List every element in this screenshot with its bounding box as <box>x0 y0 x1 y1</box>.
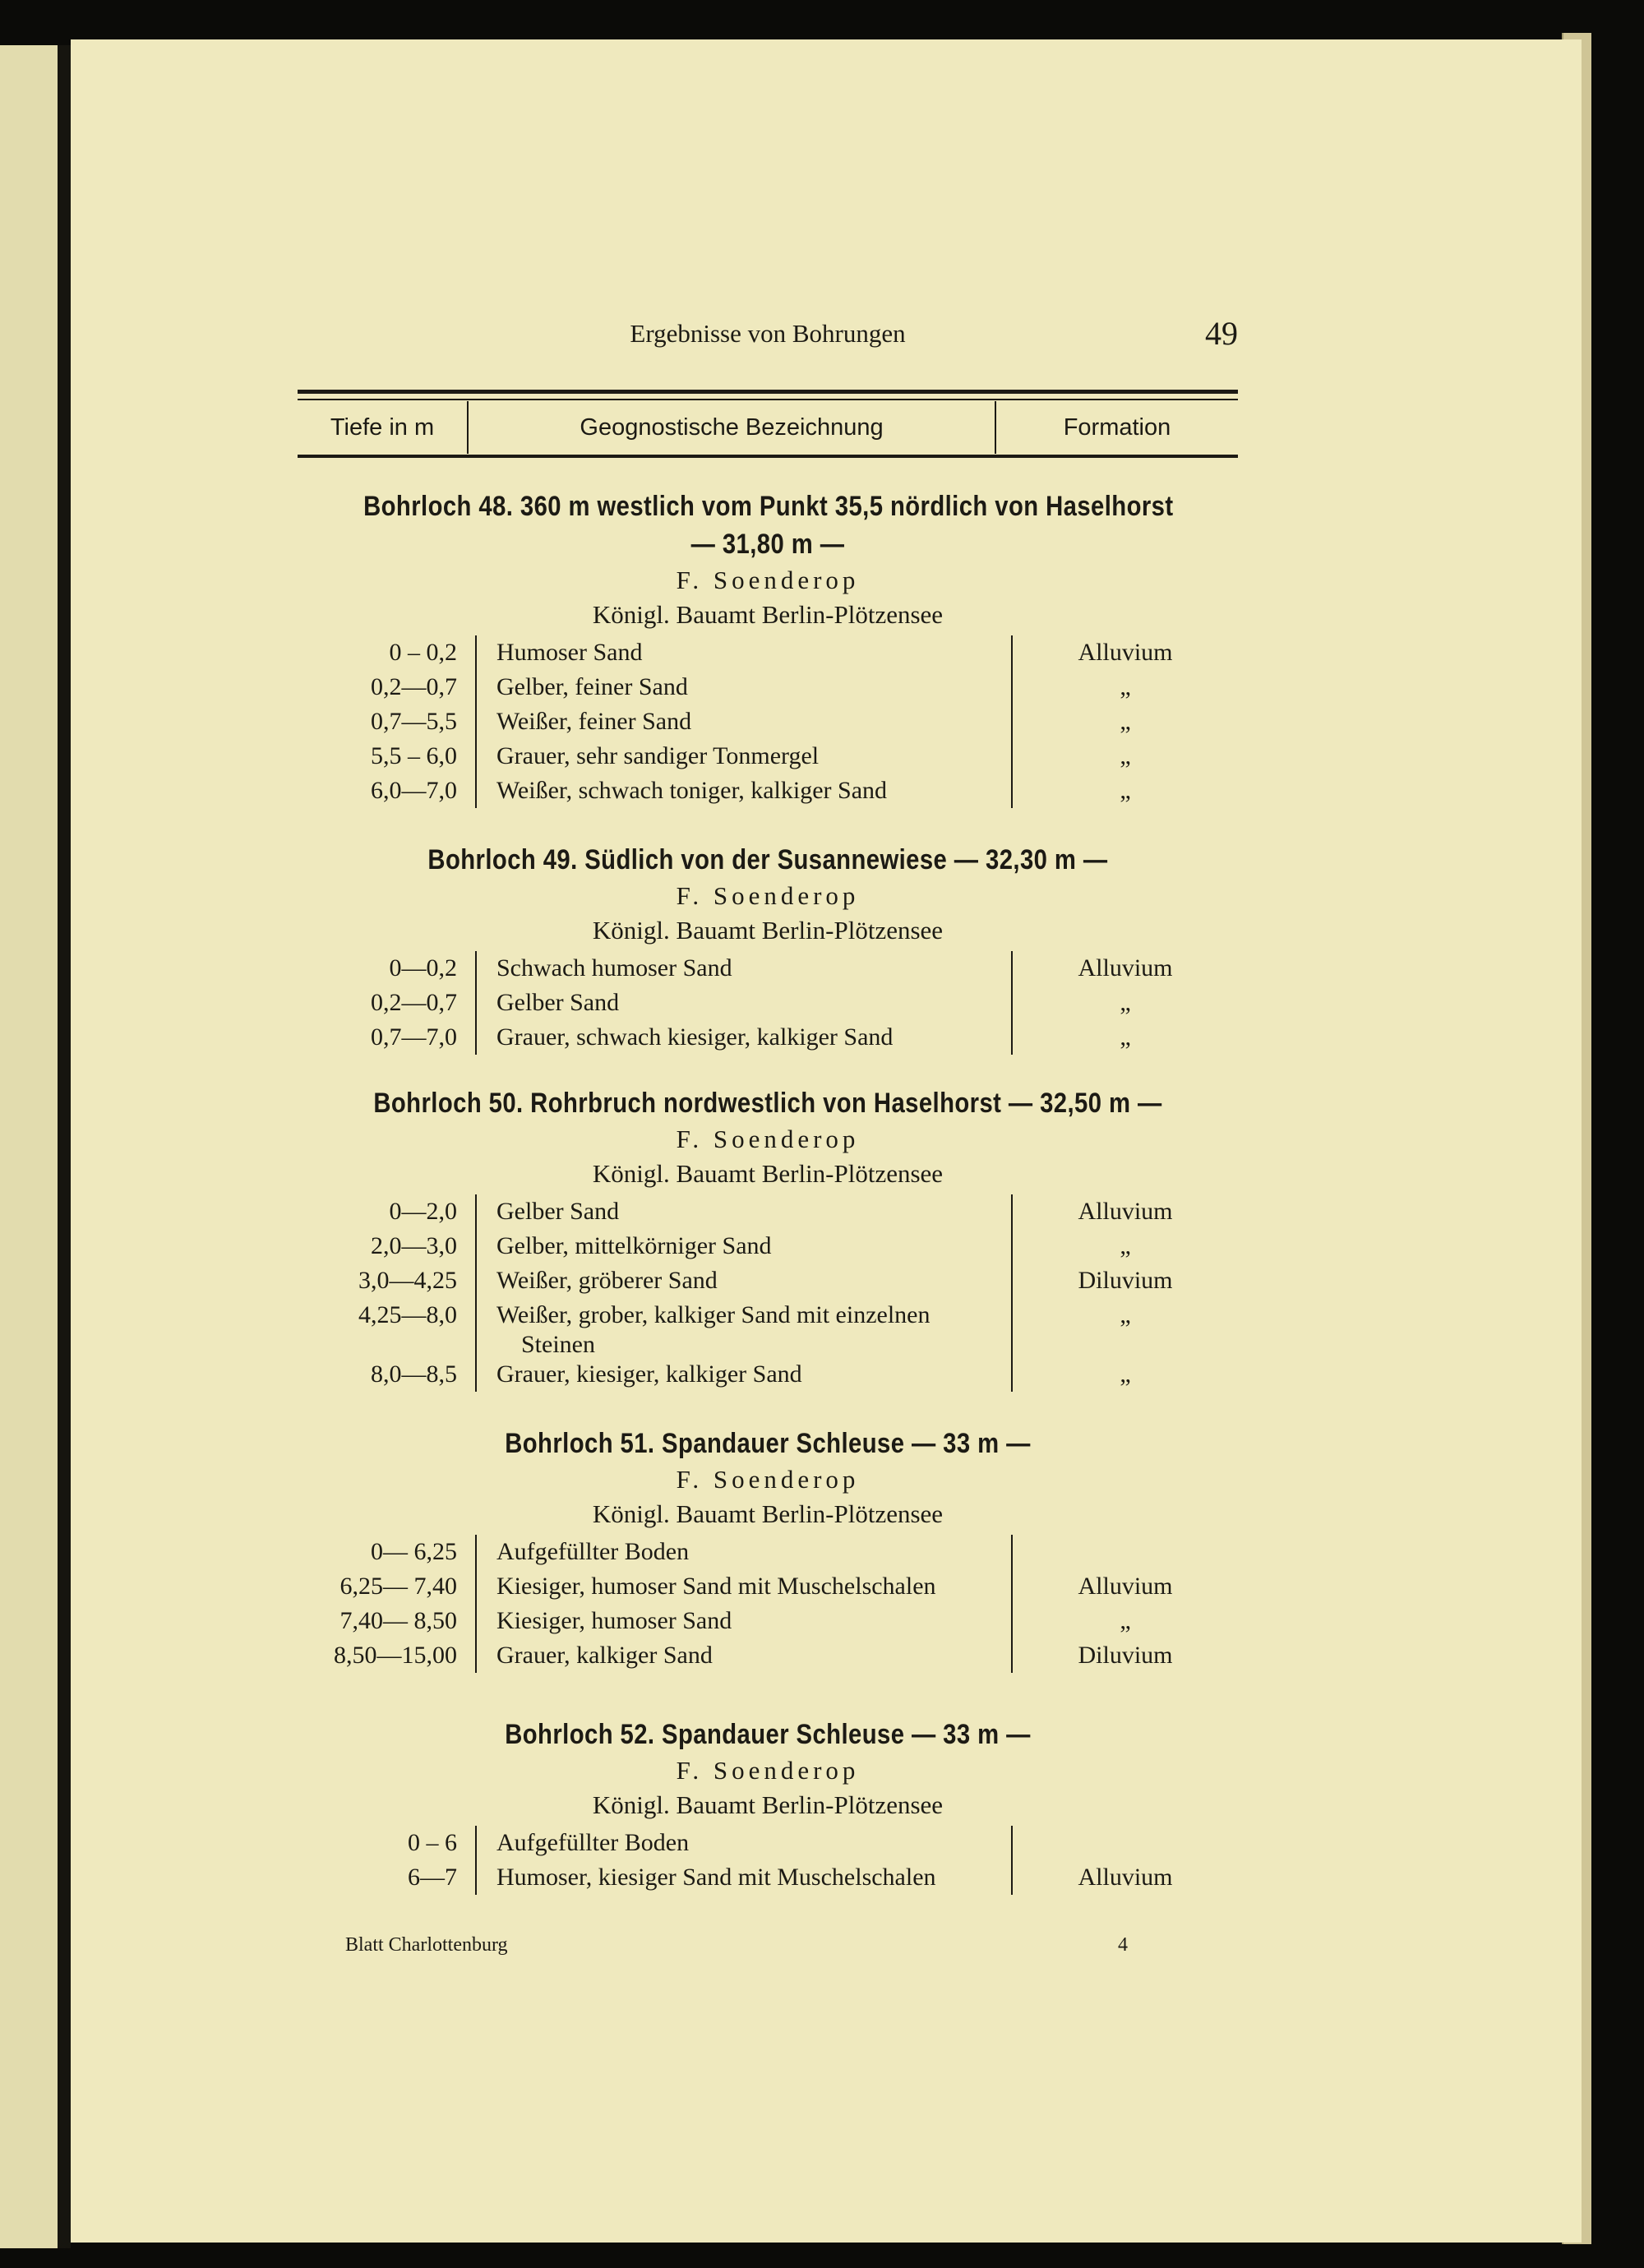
table-row <box>298 1604 1238 1638</box>
table-row <box>298 1535 1238 1569</box>
borehole-office: Königl. Bauamt Berlin-Plötzensee <box>592 916 944 945</box>
description-continuation: Steinen <box>521 1331 595 1358</box>
formation-cell: Alluvium <box>1078 954 1173 982</box>
description-cell <box>475 1298 1013 1357</box>
running-head <box>298 304 1238 353</box>
description-cell: Kiesiger, humoser Sand mit Muschelschalen <box>475 1569 1013 1604</box>
formation-cell <box>1013 1826 1238 1860</box>
depth-cell: 0,2—0,7 <box>371 989 457 1016</box>
description-cell: Grauer, kalkiger Sand <box>475 1638 1013 1673</box>
description-cell: Grauer, sehr sandiger Tonmergel <box>475 739 1013 774</box>
formation-cell: „ <box>1120 1232 1131 1259</box>
borehole-office: Königl. Bauamt Berlin-Plötzensee <box>592 1159 944 1188</box>
table-row <box>298 670 1238 704</box>
table-row <box>298 1826 1238 1860</box>
depth-cell: 8,50—15,00 <box>334 1642 457 1669</box>
layer-table <box>298 1535 1238 1673</box>
formation-cell: Alluvium <box>1078 1864 1173 1891</box>
description-cell: Aufgefüllter Boden <box>475 1535 1013 1569</box>
depth-cell: 0,2—0,7 <box>371 673 457 700</box>
borehole-elevation: — 31,80 m — <box>690 529 845 560</box>
depth-cell: 7,40— 8,50 <box>339 1607 457 1634</box>
formation-cell: „ <box>1120 1607 1131 1634</box>
formation-cell: „ <box>1120 673 1131 700</box>
formation-cell: „ <box>1120 708 1131 735</box>
description-cell: Gelber Sand <box>475 1194 1013 1229</box>
depth-cell: 6,0—7,0 <box>371 777 457 804</box>
description-cell: Kiesiger, humoser Sand <box>475 1604 1013 1638</box>
borehole-52 <box>298 1716 1238 1895</box>
depth-cell: 0,7—7,0 <box>371 1023 457 1051</box>
borehole-author: F. Soenderop <box>676 881 860 910</box>
depth-cell: 6—7 <box>408 1864 457 1891</box>
table-row <box>298 1569 1238 1604</box>
depth-cell: 0—2,0 <box>389 1198 457 1225</box>
depth-cell: 2,0—3,0 <box>371 1232 457 1259</box>
borehole-author: F. Soenderop <box>676 1125 860 1153</box>
table-row <box>298 704 1238 739</box>
borehole-title: Bohrloch 49. Südlich von der Susannewiese — 32,30 m — <box>427 844 1108 875</box>
table-row <box>298 986 1238 1020</box>
layer-table <box>298 1194 1238 1392</box>
description-cell: Gelber, feiner Sand <box>475 670 1013 704</box>
description-cell: Humoser Sand <box>475 635 1013 670</box>
book-spine <box>58 45 71 2248</box>
signature-mark: 4 <box>1118 1934 1128 1956</box>
page-content <box>298 304 1238 1895</box>
depth-cell: 0 – 6 <box>408 1829 457 1856</box>
formation-cell: Alluvium <box>1078 1573 1173 1600</box>
description-cell: Aufgefüllter Boden <box>475 1826 1013 1860</box>
borehole-51 <box>298 1425 1238 1673</box>
description-cell: Grauer, kiesiger, kalkiger Sand <box>475 1357 1013 1392</box>
formation-cell: „ <box>1120 1301 1131 1328</box>
description-cell: Weißer, feiner Sand <box>475 704 1013 739</box>
borehole-48 <box>298 487 1238 808</box>
formation-cell: „ <box>1120 1360 1131 1388</box>
borehole-office: Königl. Bauamt Berlin-Plötzensee <box>592 600 944 629</box>
depth-cell: 0,7—5,5 <box>371 708 457 735</box>
borehole-office: Königl. Bauamt Berlin-Plötzensee <box>592 1499 944 1528</box>
depth-cell: 5,5 – 6,0 <box>371 742 457 769</box>
description-cell: Gelber, mittelkörniger Sand <box>475 1229 1013 1263</box>
description-cell: Weißer, gröberer Sand <box>475 1263 1013 1298</box>
depth-cell: 6,25— 7,40 <box>339 1573 457 1600</box>
depth-cell: 0—0,2 <box>389 954 457 982</box>
description-cell: Humoser, kiesiger Sand mit Muschelschalen <box>475 1860 1013 1895</box>
description-cell: Schwach humoser Sand <box>475 951 1013 986</box>
depth-cell: 3,0—4,25 <box>358 1267 457 1294</box>
formation-cell: Diluvium <box>1078 1642 1173 1669</box>
table-row <box>298 774 1238 808</box>
layer-table <box>298 635 1238 808</box>
page-number: 49 <box>1205 315 1238 352</box>
table-row <box>298 1860 1238 1895</box>
table-row <box>298 1194 1238 1229</box>
borehole-49 <box>298 841 1238 1055</box>
depth-cell: 4,25—8,0 <box>358 1301 457 1328</box>
table-row <box>298 1263 1238 1298</box>
formation-cell: Alluvium <box>1078 1198 1173 1225</box>
col-depth-header: Tiefe in m <box>330 413 435 441</box>
table-row <box>298 951 1238 986</box>
running-title: Ergebnisse von Bohrungen <box>630 319 906 348</box>
layer-table <box>298 1826 1238 1895</box>
table-row <box>298 1357 1238 1392</box>
sheet-name: Blatt Charlottenburg <box>345 1934 508 1956</box>
table-row <box>298 1638 1238 1673</box>
borehole-author: F. Soenderop <box>676 1756 860 1785</box>
borehole-author: F. Soenderop <box>676 1465 860 1494</box>
depth-cell: 0 – 0,2 <box>389 639 457 666</box>
header-rule-bottom <box>298 455 1238 458</box>
borehole-title: Bohrloch 48. 360 m westlich vom Punkt 35,5 nördlich von Haselhorst <box>363 491 1174 522</box>
table-row <box>298 1229 1238 1263</box>
table-row <box>298 1020 1238 1055</box>
table-row <box>298 635 1238 670</box>
description-cell: Weißer, schwach toniger, kalkiger Sand <box>475 774 1013 808</box>
header-rule-top <box>298 390 1238 394</box>
depth-cell: 8,0—8,5 <box>371 1360 457 1388</box>
col-formation-header: Formation <box>1063 413 1171 441</box>
formation-cell: „ <box>1120 742 1131 769</box>
formation-cell: Alluvium <box>1078 639 1173 666</box>
layer-table <box>298 951 1238 1055</box>
borehole-title: Bohrloch 50. Rohrbruch nordwestlich von Haselhorst — 32,50 m — <box>373 1088 1162 1119</box>
borehole-50 <box>298 1084 1238 1392</box>
borehole-author: F. Soenderop <box>676 566 860 594</box>
borehole-title: Bohrloch 51. Spandauer Schleuse — 33 m — <box>505 1428 1031 1459</box>
borehole-title: Bohrloch 52. Spandauer Schleuse — 33 m — <box>505 1719 1031 1750</box>
description-cell: Grauer, schwach kiesiger, kalkiger Sand <box>475 1020 1013 1055</box>
formation-cell: „ <box>1120 989 1131 1016</box>
col-description-header: Geognostische Bezeichnung <box>467 401 996 454</box>
borehole-office: Königl. Bauamt Berlin-Plötzensee <box>592 1790 944 1819</box>
depth-cell: 0— 6,25 <box>371 1538 457 1565</box>
formation-cell: „ <box>1120 777 1131 804</box>
column-header <box>298 400 1238 455</box>
table-row <box>298 739 1238 774</box>
description-cell: Gelber Sand <box>475 986 1013 1020</box>
formation-cell <box>1013 1535 1238 1569</box>
table-row <box>298 1298 1238 1357</box>
description-line: Weißer, grober, kalkiger Sand mit einzelnen <box>496 1301 931 1328</box>
formation-cell: „ <box>1120 1023 1131 1051</box>
formation-cell: Diluvium <box>1078 1267 1173 1294</box>
